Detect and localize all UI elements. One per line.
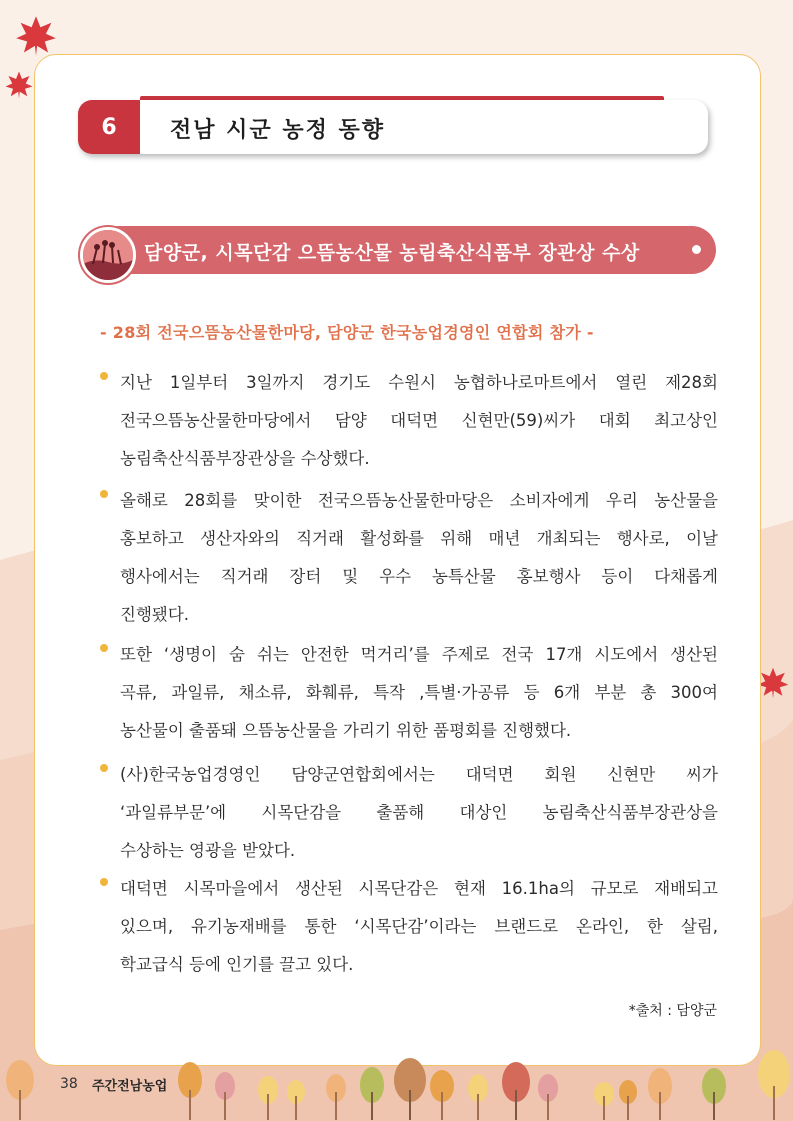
maple-leaf-icon	[4, 70, 34, 100]
paragraph-line: 농림축산식품부장관상을 수상했다.	[120, 449, 370, 468]
page-number: 38	[60, 1076, 78, 1092]
maple-leaf-icon	[14, 14, 58, 58]
paragraph-line: 농산물이 출품돼 으뜸농산물을 가리기 위한 품평회를 진행했다.	[120, 721, 572, 740]
paragraph-line: 또한 ‘생명이 숨 쉬는 안전한 먹거리’를 주제로 전국 17개 시도에서 생산된	[120, 645, 718, 664]
paragraph-line: 진행됐다.	[120, 605, 190, 624]
harvest-icon	[80, 227, 136, 283]
paragraph-line: 홍보하고 생산자와의 직거래 활성화를 위해 매년 개최되는 행사로, 이날	[120, 529, 718, 548]
bullet-icon	[100, 490, 108, 498]
article-subtitle: - 28회 전국으뜸농산물한마당, 담양군 한국농업경영인 연합회 참가 -	[100, 323, 594, 342]
bullet-icon	[100, 764, 108, 772]
publication-name: 주간전남농업	[92, 1079, 168, 1094]
maple-leaf-icon	[756, 666, 790, 700]
paragraph-line: ‘과일류부문’에 시목단감을 출품해 대상인 농림축산식품부장관상을	[120, 803, 718, 822]
source-credit: *출처 : 담양군	[628, 1003, 717, 1019]
section-number: 6	[78, 100, 140, 154]
bullet-icon	[100, 644, 108, 652]
banner-dot-icon	[692, 245, 701, 254]
paragraph-line: 있으며, 유기농재배를 통한 ‘시목단감’이라는 브랜드로 온라인, 한 살림,	[120, 917, 718, 936]
article-title: 담양군, 시목단감 으뜸농산물 농림축산식품부 장관상 수상	[144, 242, 640, 264]
paragraph-line: 올해로 28회를 맞이한 전국으뜸농산물한마당은 소비자에게 우리 농산물을	[120, 491, 718, 510]
paragraph-line: 곡류, 과일류, 채소류, 화훼류, 특작 ,특별·가공류 등 6개 부분 총 300여	[120, 683, 718, 702]
paragraph-line: 지난 1일부터 3일까지 경기도 수원시 농협하나로마트에서 열린 제28회	[120, 373, 718, 392]
paragraph-line: 학교급식 등에 인기를 끌고 있다.	[120, 955, 354, 974]
section-title: 전남 시군 농정 동향	[170, 118, 385, 143]
paragraph-line: 대덕면 시목마을에서 생산된 시목단감은 현재 16.1ha의 규모로 재배되고	[120, 879, 718, 898]
bullet-icon	[100, 878, 108, 886]
bullet-icon	[100, 372, 108, 380]
paragraph-line: (사)한국농업경영인 담양군연합회에서는 대덕면 회원 신현만 씨가	[120, 765, 718, 784]
paragraph-line: 전국으뜸농산물한마당에서 담양 대덕면 신현만(59)씨가 대회 최고상인	[120, 411, 718, 430]
paragraph-line: 수상하는 영광을 받았다.	[120, 841, 296, 860]
paragraph-line: 행사에서는 직거래 장터 및 우수 농특산물 홍보행사 등이 다채롭게	[120, 567, 718, 586]
